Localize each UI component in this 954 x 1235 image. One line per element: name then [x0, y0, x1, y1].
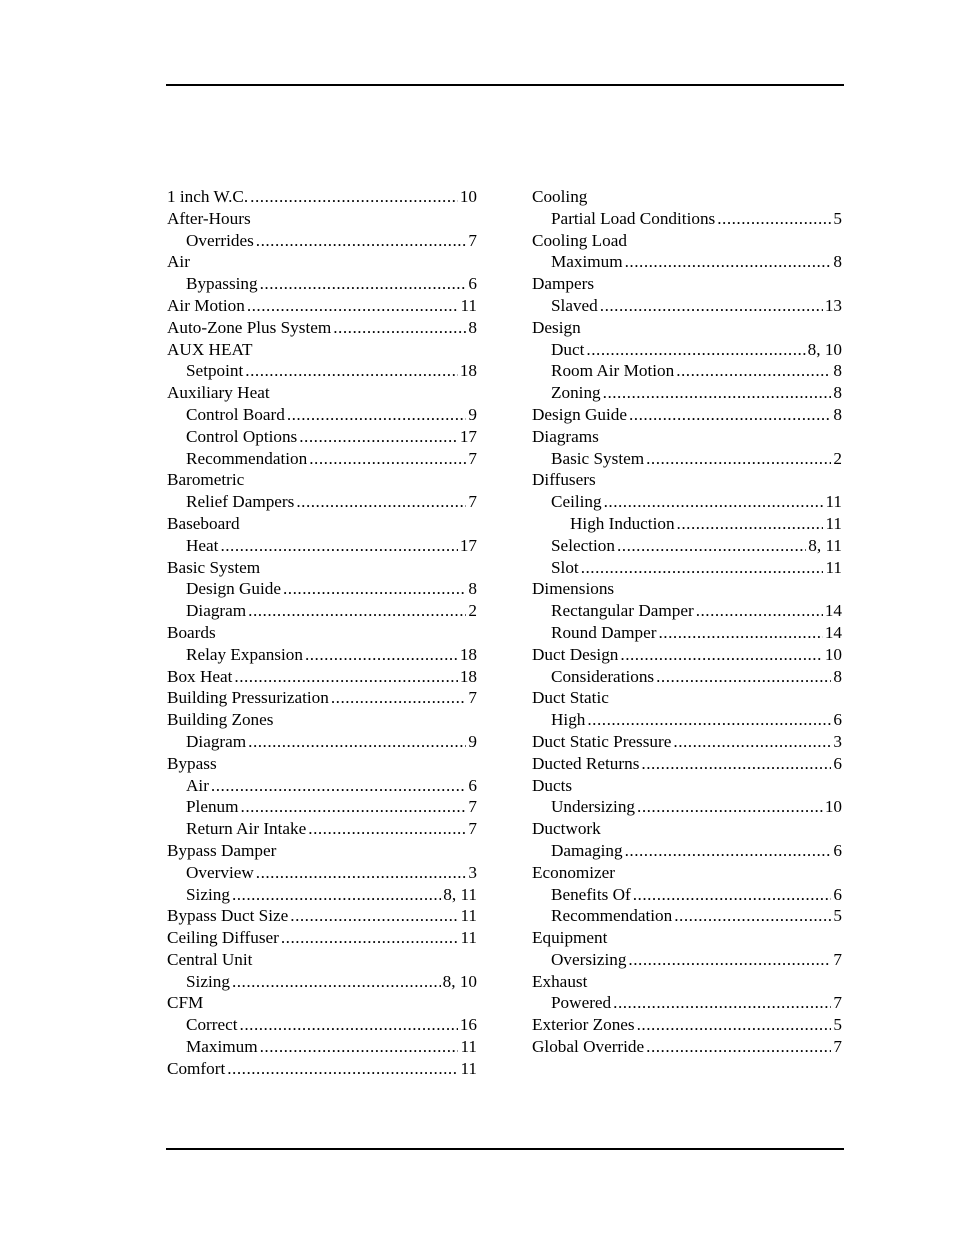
index-column-right [532, 186, 842, 1058]
index-term: Setpoint [186, 361, 244, 381]
dot-leader [256, 230, 467, 252]
index-entry [532, 404, 842, 426]
index-entry [167, 469, 477, 491]
page-reference: 8, 11 [443, 884, 477, 904]
index-entry [532, 709, 842, 731]
dot-leader [674, 905, 831, 927]
page-reference: 10 [824, 797, 842, 817]
dot-leader [673, 731, 831, 753]
index-term: Selection [551, 535, 615, 555]
index-entry [167, 687, 477, 709]
index-term: Recommendation [551, 906, 673, 926]
index-entry [167, 775, 477, 797]
page-reference: 6 [833, 753, 842, 773]
index-term: Ducted Returns [532, 753, 640, 773]
page-reference: 11 [460, 928, 477, 948]
page-reference: 6 [833, 840, 842, 860]
dot-leader [299, 426, 458, 448]
index-entry [167, 404, 477, 426]
index-term: Building Zones [167, 710, 274, 730]
index-entry [532, 731, 842, 753]
index-term: After-Hours [167, 208, 251, 228]
page-reference: 11 [825, 492, 842, 512]
page-reference: 7 [833, 1037, 842, 1057]
dot-leader [625, 840, 832, 862]
page-reference: 7 [468, 819, 477, 839]
index-entry [167, 840, 477, 862]
index-term: Design Guide [532, 404, 627, 424]
page-reference: 11 [460, 906, 477, 926]
index-entry [532, 295, 842, 317]
index-entry [167, 230, 477, 252]
index-term: Dimensions [532, 579, 615, 599]
index-column-left [167, 186, 477, 1080]
index-term: Benefits Of [551, 884, 631, 904]
index-term: Control Board [186, 404, 285, 424]
index-term: Return Air Intake [186, 819, 307, 839]
index-term: Diagram [186, 601, 247, 621]
page-reference: 8 [468, 317, 477, 337]
index-term: Plenum [186, 797, 239, 817]
page-reference: 3 [468, 862, 477, 882]
index-term: Basic System [551, 448, 645, 468]
index-entry [167, 862, 477, 884]
index-entry [167, 251, 477, 273]
dot-leader [613, 992, 831, 1014]
index-entry [532, 557, 842, 579]
index-term: Air Motion [167, 295, 245, 315]
index-entry [532, 884, 842, 906]
index-entry [532, 1014, 842, 1036]
dot-leader [628, 949, 831, 971]
dot-leader [677, 513, 824, 535]
index-term: Global Override [532, 1037, 645, 1057]
header-rule [166, 84, 844, 86]
index-entry [532, 317, 842, 339]
index-term: Duct Design [532, 644, 619, 664]
footer-rule [166, 1148, 844, 1150]
index-term: Maximum [186, 1037, 258, 1057]
index-entry [167, 382, 477, 404]
page-reference: 8 [833, 361, 842, 381]
dot-leader [250, 186, 458, 208]
dot-leader [308, 818, 466, 840]
index-entry [167, 535, 477, 557]
index-entry [167, 731, 477, 753]
page-reference: 7 [468, 448, 477, 468]
index-entry [532, 1036, 842, 1058]
index-term: Partial Load Conditions [551, 208, 716, 228]
index-term: Damaging [551, 840, 623, 860]
page-reference: 8 [833, 666, 842, 686]
index-entry [167, 818, 477, 840]
page-reference: 11 [460, 1037, 477, 1057]
index-entry [532, 992, 842, 1014]
index-entry [532, 796, 842, 818]
index-term: Overview [186, 862, 254, 882]
page-reference: 18 [459, 644, 477, 664]
page-reference: 7 [833, 949, 842, 969]
dot-leader [656, 666, 831, 688]
dot-leader [247, 295, 459, 317]
page-reference: 8 [833, 383, 842, 403]
page-reference: 9 [468, 404, 477, 424]
index-term: Exterior Zones [532, 1015, 635, 1035]
dot-leader [331, 687, 467, 709]
page-reference: 13 [824, 295, 842, 315]
index-entry [167, 927, 477, 949]
index-entry [167, 600, 477, 622]
index-entry [532, 230, 842, 252]
index-term: Air [167, 252, 190, 272]
index-entry [532, 644, 842, 666]
index-term: Diagram [186, 731, 247, 751]
index-term: Auto-Zone Plus System [167, 317, 332, 337]
index-entry [532, 360, 842, 382]
page-reference: 16 [459, 1015, 477, 1035]
index-entry [532, 622, 842, 644]
index-term: Oversizing [551, 949, 627, 969]
index-entry [532, 426, 842, 448]
dot-leader [309, 448, 466, 470]
dot-leader [241, 796, 467, 818]
index-entry [167, 513, 477, 535]
page-reference: 6 [833, 710, 842, 730]
index-term: Central Unit [167, 949, 253, 969]
index-entry [167, 360, 477, 382]
dot-leader [629, 404, 831, 426]
index-term: Diagrams [532, 426, 599, 446]
dot-leader [227, 1058, 458, 1080]
page-reference: 5 [833, 208, 842, 228]
index-term: Round Damper [551, 622, 657, 642]
page-reference: 18 [459, 361, 477, 381]
dot-leader [581, 557, 824, 579]
index-term: Rectangular Damper [551, 601, 694, 621]
index-entry [532, 753, 842, 775]
index-term: 1 inch W.C. [167, 187, 249, 206]
index-entry [167, 557, 477, 579]
page-reference: 6 [468, 274, 477, 294]
dot-leader [717, 208, 831, 230]
index-term: Overrides [186, 230, 254, 250]
dot-leader [625, 251, 832, 273]
index-term: High Induction [570, 513, 675, 533]
page-reference: 18 [459, 666, 477, 686]
index-term: Barometric [167, 470, 245, 490]
index-entry [532, 186, 842, 208]
index-entry [532, 949, 842, 971]
page-reference: 8, 10 [807, 339, 842, 359]
dot-leader [676, 360, 831, 382]
page-reference: 2 [833, 448, 842, 468]
index-term: Zoning [551, 383, 601, 403]
page-reference: 11 [460, 295, 477, 315]
index-term: Bypass Duct Size [167, 906, 289, 926]
index-term: Slot [551, 557, 579, 577]
index-term: Box Heat [167, 666, 233, 686]
index-term: Ductwork [532, 819, 601, 839]
index-entry [167, 992, 477, 1014]
index-term: Control Options [186, 426, 298, 446]
index-term: Cooling [532, 187, 588, 206]
dot-leader [220, 535, 457, 557]
index-term: Boards [167, 622, 216, 642]
index-term: Economizer [532, 862, 616, 882]
page-reference: 7 [468, 688, 477, 708]
index-term: Recommendation [186, 448, 308, 468]
dot-leader [333, 317, 466, 339]
page-reference: 11 [825, 557, 842, 577]
page-reference: 8, 11 [808, 535, 842, 555]
index-term: Building Pressurization [167, 688, 329, 708]
index-term: Duct [551, 339, 585, 359]
dot-leader [281, 927, 459, 949]
index-entry [167, 208, 477, 230]
index-term: Dampers [532, 274, 595, 294]
index-entry [532, 208, 842, 230]
index-entry [532, 578, 842, 600]
dot-leader [296, 491, 466, 513]
index-entry [532, 818, 842, 840]
dot-leader [245, 360, 458, 382]
dot-leader [600, 295, 823, 317]
dot-leader [260, 1036, 459, 1058]
page-reference: 5 [833, 1015, 842, 1035]
index-term: Ducts [532, 775, 573, 795]
index-entry [167, 644, 477, 666]
dot-leader [248, 600, 466, 622]
index-entry [167, 273, 477, 295]
dot-leader [587, 709, 831, 731]
index-entry [167, 295, 477, 317]
index-entry [167, 905, 477, 927]
index-entry [167, 622, 477, 644]
page-reference: 7 [468, 230, 477, 250]
index-entry [167, 186, 477, 208]
index-entry [532, 905, 842, 927]
page-reference: 14 [824, 622, 842, 642]
dot-leader [604, 491, 824, 513]
page-reference: 17 [459, 535, 477, 555]
index-entry [532, 775, 842, 797]
index-term: Slaved [551, 295, 598, 315]
index-entry [532, 862, 842, 884]
page-reference: 10 [459, 187, 477, 206]
index-term: CFM [167, 993, 204, 1013]
dot-leader [617, 535, 806, 557]
page-reference: 6 [468, 775, 477, 795]
index-entry [167, 448, 477, 470]
index-term: Duct Static [532, 688, 609, 708]
index-entry [167, 1036, 477, 1058]
page-reference: 14 [824, 601, 842, 621]
index-term: Bypass Damper [167, 840, 277, 860]
index-entry [532, 600, 842, 622]
page-reference: 8, 10 [442, 971, 477, 991]
index-term: Cooling Load [532, 230, 628, 250]
index-term: AUX HEAT [167, 339, 253, 359]
dot-leader [646, 1036, 831, 1058]
dot-leader [260, 273, 467, 295]
index-entry [532, 273, 842, 295]
index-entry [167, 709, 477, 731]
index-term: Sizing [186, 971, 230, 991]
page-reference: 8 [833, 252, 842, 272]
dot-leader [620, 644, 822, 666]
index-term: Correct [186, 1015, 238, 1035]
index-term: Room Air Motion [551, 361, 675, 381]
index-term: Design Guide [186, 579, 281, 599]
index-entry [167, 426, 477, 448]
index-term: Ceiling [551, 492, 602, 512]
page-reference: 7 [468, 797, 477, 817]
index-entry [167, 1014, 477, 1036]
index-entry [167, 339, 477, 361]
index-term: Ceiling Diffuser [167, 928, 279, 948]
page-reference: 10 [824, 644, 842, 664]
page-reference: 11 [460, 1058, 477, 1078]
page-reference: 11 [825, 513, 842, 533]
index-entry [532, 339, 842, 361]
index-term: Equipment [532, 928, 608, 948]
index-entry [167, 317, 477, 339]
page-reference: 8 [833, 404, 842, 424]
dot-leader [659, 622, 823, 644]
index-entry [167, 578, 477, 600]
dot-leader [232, 884, 441, 906]
index-entry [532, 971, 842, 993]
index-entry [532, 251, 842, 273]
index-term: Maximum [551, 252, 623, 272]
dot-leader [290, 905, 458, 927]
page-reference: 7 [468, 492, 477, 512]
index-entry [167, 666, 477, 688]
index-entry [532, 448, 842, 470]
index-entry [532, 666, 842, 688]
dot-leader [248, 731, 466, 753]
dot-leader [641, 753, 831, 775]
page-reference: 5 [833, 906, 842, 926]
index-term: Relief Dampers [186, 492, 295, 512]
index-entry [532, 687, 842, 709]
index-term: Undersizing [551, 797, 636, 817]
page-reference: 9 [468, 731, 477, 751]
dot-leader [283, 578, 466, 600]
page-reference: 3 [833, 731, 842, 751]
dot-leader [211, 775, 466, 797]
dot-leader [603, 382, 832, 404]
index-entry [532, 840, 842, 862]
index-term: Comfort [167, 1058, 226, 1078]
dot-leader [637, 796, 823, 818]
index-term: Duct Static Pressure [532, 731, 672, 751]
page-reference: 2 [468, 601, 477, 621]
index-entry [532, 513, 842, 535]
dot-leader [234, 666, 457, 688]
index-entry [167, 971, 477, 993]
index-entry [167, 491, 477, 513]
index-term: Powered [551, 993, 612, 1013]
page-reference: 7 [833, 993, 842, 1013]
dot-leader [287, 404, 467, 426]
index-entry [167, 796, 477, 818]
index-entry [532, 535, 842, 557]
index-term: Sizing [186, 884, 230, 904]
index-entry [532, 382, 842, 404]
index-entry [167, 1058, 477, 1080]
index-term: Bypassing [186, 274, 258, 294]
index-entry [167, 884, 477, 906]
index-entry [167, 949, 477, 971]
index-term: Diffusers [532, 470, 596, 490]
dot-leader [637, 1014, 832, 1036]
index-term: Auxiliary Heat [167, 383, 270, 403]
index-term: Basic System [167, 557, 261, 577]
index-entry [532, 927, 842, 949]
page-reference: 6 [833, 884, 842, 904]
page-reference: 8 [468, 579, 477, 599]
index-entry [532, 491, 842, 513]
dot-leader [305, 644, 458, 666]
index-term: Bypass [167, 753, 217, 773]
index-term: Relay Expansion [186, 644, 303, 664]
index-term: Exhaust [532, 971, 588, 991]
index-term: Air [186, 775, 209, 795]
index-entry [532, 469, 842, 491]
dot-leader [240, 1014, 458, 1036]
dot-leader [586, 339, 805, 361]
index-term: High [551, 710, 586, 730]
dot-leader [232, 971, 441, 993]
index-term: Design [532, 317, 581, 337]
dot-leader [256, 862, 467, 884]
index-term: Baseboard [167, 513, 240, 533]
index-term: Heat [186, 535, 219, 555]
page-reference: 17 [459, 426, 477, 446]
index-entry [167, 753, 477, 775]
index-term: Considerations [551, 666, 655, 686]
dot-leader [646, 448, 831, 470]
dot-leader [696, 600, 823, 622]
dot-leader [633, 884, 832, 906]
